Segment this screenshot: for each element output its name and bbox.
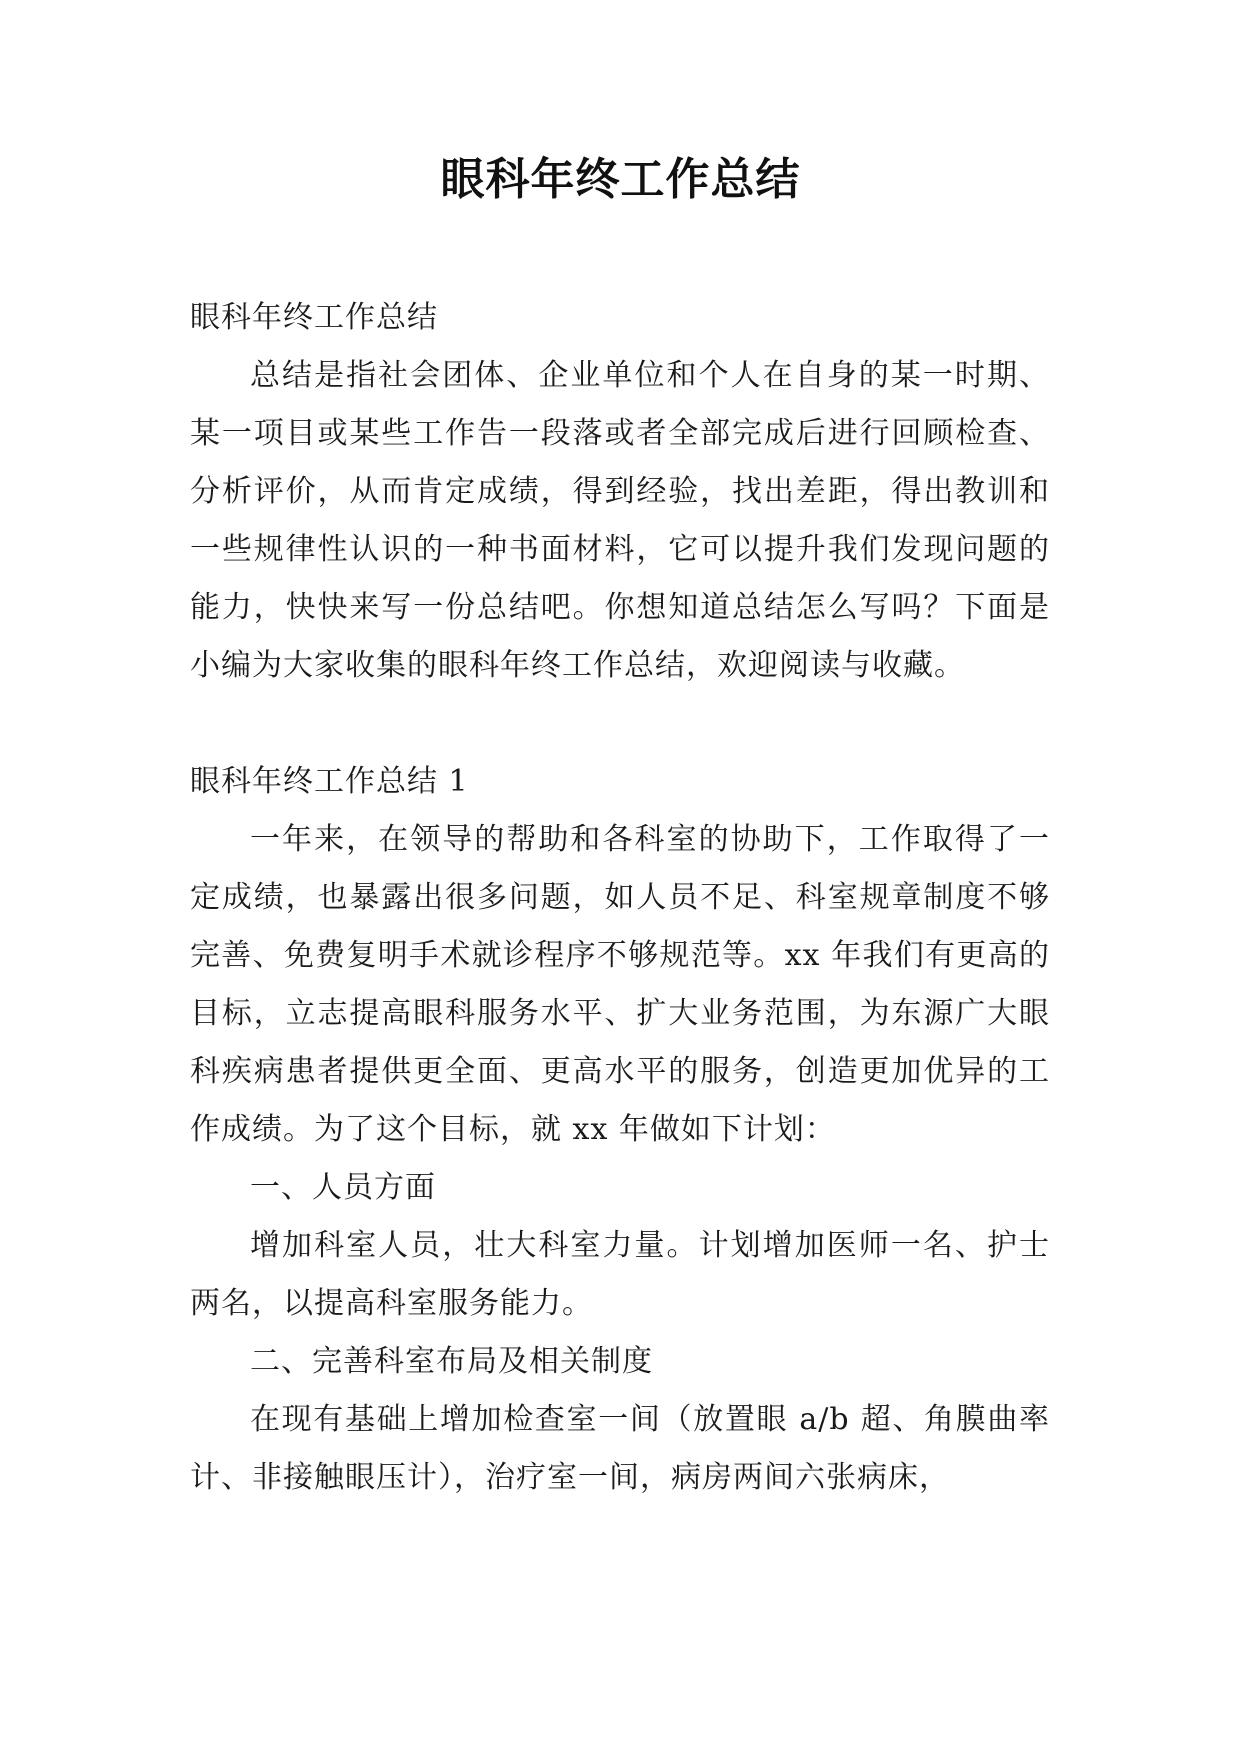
document-title: 眼科年终工作总结 — [440, 154, 801, 205]
section1-paragraph: 一年来，在领导的帮助和各科室的协助下，工作取得了一定成绩，也暴露出很多问题，如人员不足、科室规章制度不够完善、免费复明手术就诊程序不够规范等。xx 年我们有更高的目标，立志提高眼科服务水平、扩大业务范围，为东源广大眼科疾病患者提供更全面、更高水平的服务，创造更加优异的工作成绩。为了这个目标，就 xx 年做如下计划： — [190, 822, 1050, 1147]
item-heading-layout: 二、完善科室布局及相关制度 — [250, 1344, 653, 1379]
section-heading-1: 眼科年终工作总结 1 — [190, 764, 469, 799]
document-body — [190, 289, 1050, 1507]
intro-paragraph: 总结是指社会团体、企业单位和个人在自身的某一时期、某一项目或某些工作告一段落或者全部完成后进行回顾检查、分析评价，从而肯定成绩，得到经验，找出差距，得出教训和一些规律性认识的一种书面材料，它可以提升我们发现问题的能力，快快来写一份总结吧。你想知道总结怎么写吗？下面是小编为大家收集的眼科年终工作总结，欢迎阅读与收藏。 — [190, 358, 1050, 683]
body-heading: 眼科年终工作总结 — [190, 300, 438, 335]
item-heading-personnel: 一、人员方面 — [250, 1170, 436, 1205]
item-text-layout: 在现有基础上增加检查室一间（放置眼 a/b 超、角膜曲率计、非接触眼压计），治疗室一间，病房两间六张病床， — [190, 1402, 1050, 1495]
paragraph-spacer — [190, 695, 1050, 753]
item-text-personnel: 增加科室人员，壮大科室力量。计划增加医师一名、护士两名，以提高科室服务能力。 — [190, 1228, 1050, 1321]
